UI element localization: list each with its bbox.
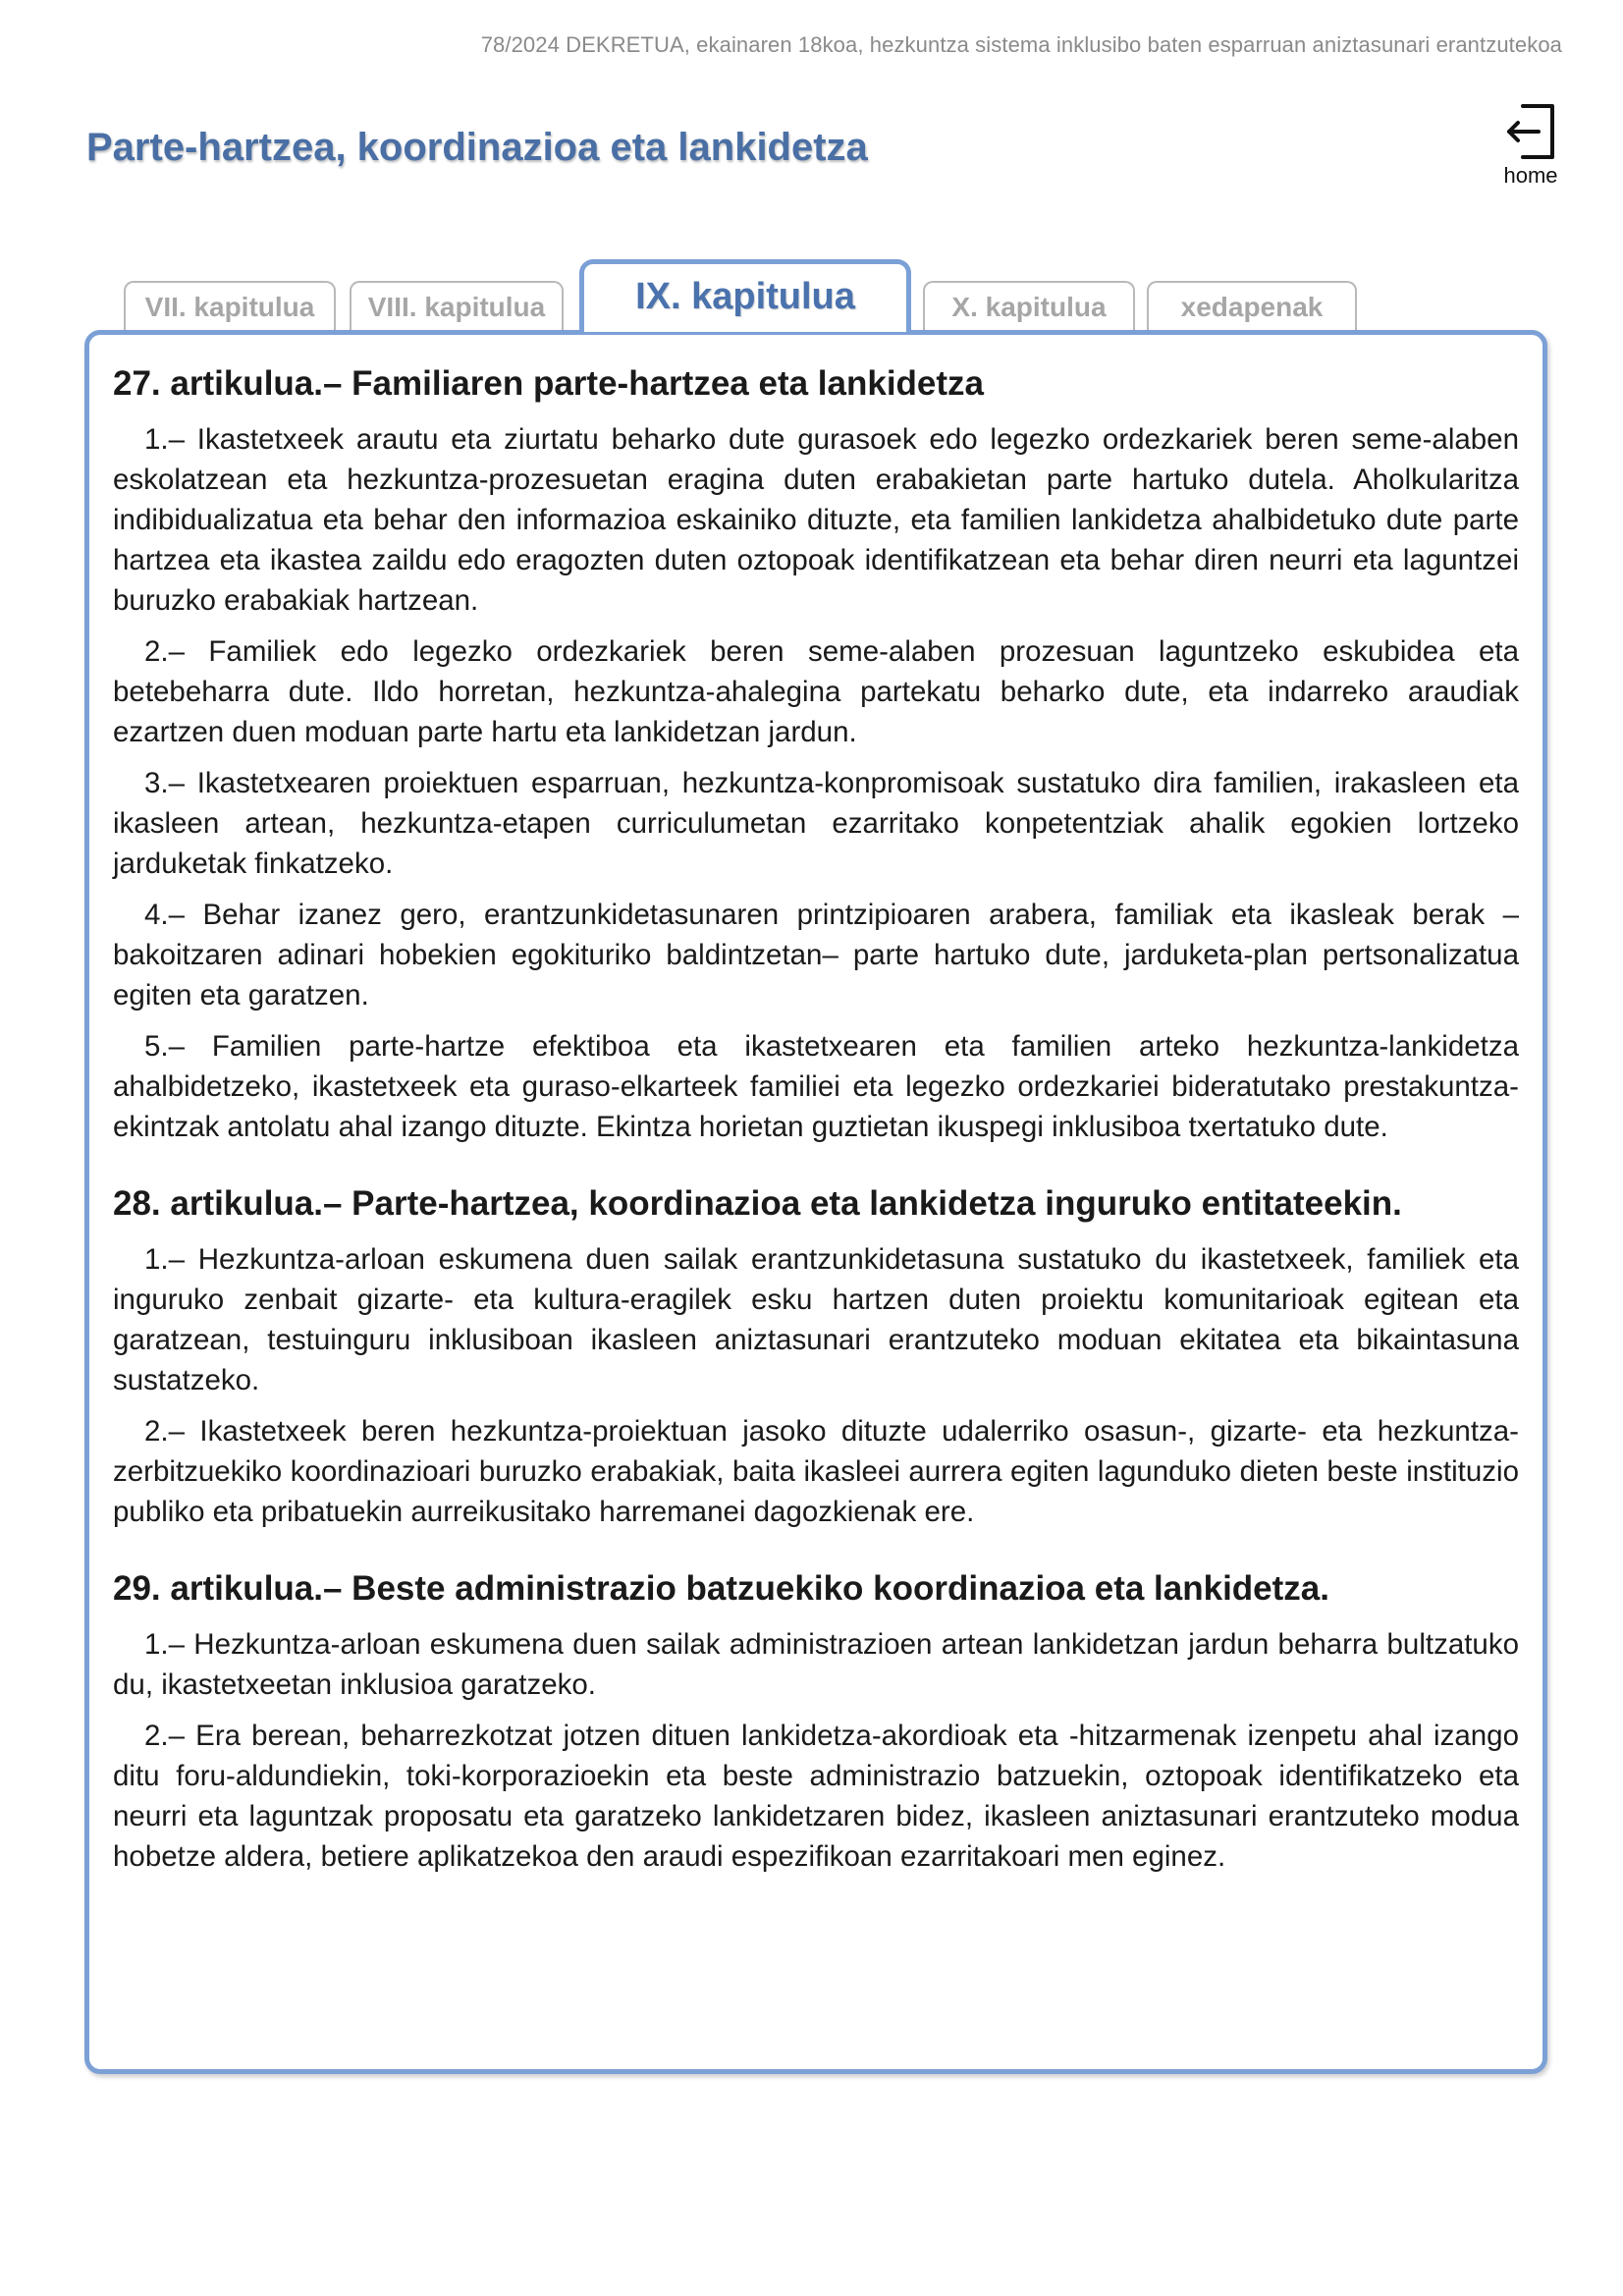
article-paragraph: 3.– Ikastetxearen proiektuen esparruan, hezkuntza-konpromisoak sustatuko dira familien, irakasleen eta ikasleen artean, hezkuntza-etapen curriculumetan ezarritako konpetentziak ahalik egokien lortzeko jarduketak finkatzeko. (113, 767, 1519, 880)
home-exit-icon (1487, 102, 1575, 161)
article-heading: 27. artikulua.– Familiaren parte-hartzea eta lankidetza (113, 364, 985, 403)
article-28 (113, 1182, 1519, 1532)
article-heading: 29. artikulua.– Beste administrazio batzuekiko koordinazioa eta lankidetza. (113, 1569, 1329, 1608)
tab-ix-kapitulua[interactable]: IX. kapitulua (579, 259, 911, 332)
running-header: 78/2024 DEKRETUA, ekainaren 18koa, hezkuntza sistema inklusibo baten esparruan aniztasunari erantzutekoa (480, 32, 1562, 57)
article-29 (113, 1567, 1519, 1877)
article-paragraph: 1.– Ikastetxeek arautu eta ziurtatu beharko dute gurasoek edo legezko ordezkariek beren seme-alaben eskolatzean eta hezkuntza-prozesuetan eragina duten erabakietan parte hartuko dutela. Aholkularitza indibidualizatua eta behar den informazioa eskainiko dituzte, eta familien lankidetza ahalbidetuko dute parte hartzea eta ikastea zaildu edo eragozten duten oztopoak identifikatzean eta behar diren neurri eta laguntzei buruzko erabakiak hartzean. (113, 423, 1519, 617)
tab-vii-kapitulua[interactable]: VII. kapitulua (124, 281, 336, 330)
home-label: home (1503, 163, 1558, 188)
article-paragraph: 2.– Era berean, beharrezkotzat jotzen dituen lankidetza-akordioak eta -hitzarmenak izenpetu ahal izango ditu foru-aldundiekin, toki-korporazioekin eta beste administrazio batzuekin, oztopoak identifikatzeko eta neurri eta laguntzak proposatu eta garatzeko lankidetzaren bidez, ikasleen aniztasunari erantzuteko modua hobetze aldera, betiere aplikatzekoa den araudi espezifikoan ezarritakoari men eginez. (113, 1720, 1519, 1873)
article-heading: 28. artikulua.– Parte-hartzea, koordinazioa eta lankidetza inguruko entitateekin. (113, 1184, 1402, 1223)
page-title: Parte-hartzea, koordinazioa eta lankidetza (86, 126, 868, 169)
tab-xedapenak[interactable]: xedapenak (1147, 281, 1357, 330)
article-paragraph: 2.– Ikastetxeek beren hezkuntza-proiektuan jasoko dituzte udalerriko osasun-, gizarte- eta hezkuntza-zerbitzuekiko koordinazioari buruzko erabakiak, baita ikasleei aurrera egiten lagunduko dieten beste instituzio publiko eta pribatuekin aurreikusitako harremanei dagozkienak ere. (113, 1415, 1519, 1528)
article-paragraph: 1.– Hezkuntza-arloan eskumena duen sailak administrazioen artean lankidetzan jardun beharra bultzatuko du, ikastetxeetan inklusioa garatzeko. (113, 1628, 1519, 1701)
article-paragraph: 5.– Familien parte-hartze efektiboa eta ikastetxearen eta familien arteko hezkuntza-lankidetza ahalbidetzeko, ikastetxeek eta guraso-elkarteek familiei eta legezko ordezkariei bideratutako prestakuntza-ekintzak antolatu ahal izango dituzte. Ekintza horietan guztietan ikuspegi inklusiboa txertatuko dute. (113, 1030, 1519, 1143)
article-paragraph: 1.– Hezkuntza-arloan eskumena duen sailak erantzunkidetasuna sustatuko du ikastetxeek, familiek eta inguruko zenbait gizarte- eta kultura-eragilek esku hartzen duten proiektu komunitarioak egitean eta garatzean, testuinguru inklusiboan ikasleen aniztasunari erantzuteko moduan ekitatea eta bikaintasuna sustatzeko. (113, 1243, 1519, 1396)
chapter-content (84, 330, 1547, 2074)
tab-x-kapitulua[interactable]: X. kapitulua (923, 281, 1135, 330)
article-paragraph: 4.– Behar izanez gero, erantzunkidetasunaren printzipioaren arabera, familiak eta ikasleak berak –bakoitzaren adinari hobekien egokituriko baldintzetan– parte hartuko dute, jarduketa-plan pertsonalizatua egiten eta garatzen. (113, 899, 1519, 1011)
article-paragraph: 2.– Familiek edo legezko ordezkariek beren seme-alaben prozesuan laguntzeko eskubidea eta betebeharra dute. Ildo horretan, hezkuntza-ahalegina partekatu beharko dute, eta indarreko araudiak ezartzen duen moduan parte hartu eta lankidetzan jardun. (113, 635, 1519, 748)
tab-viii-kapitulua[interactable]: VIII. kapitulua (350, 281, 564, 330)
home-button[interactable] (1487, 102, 1575, 196)
article-27 (113, 362, 1519, 1147)
